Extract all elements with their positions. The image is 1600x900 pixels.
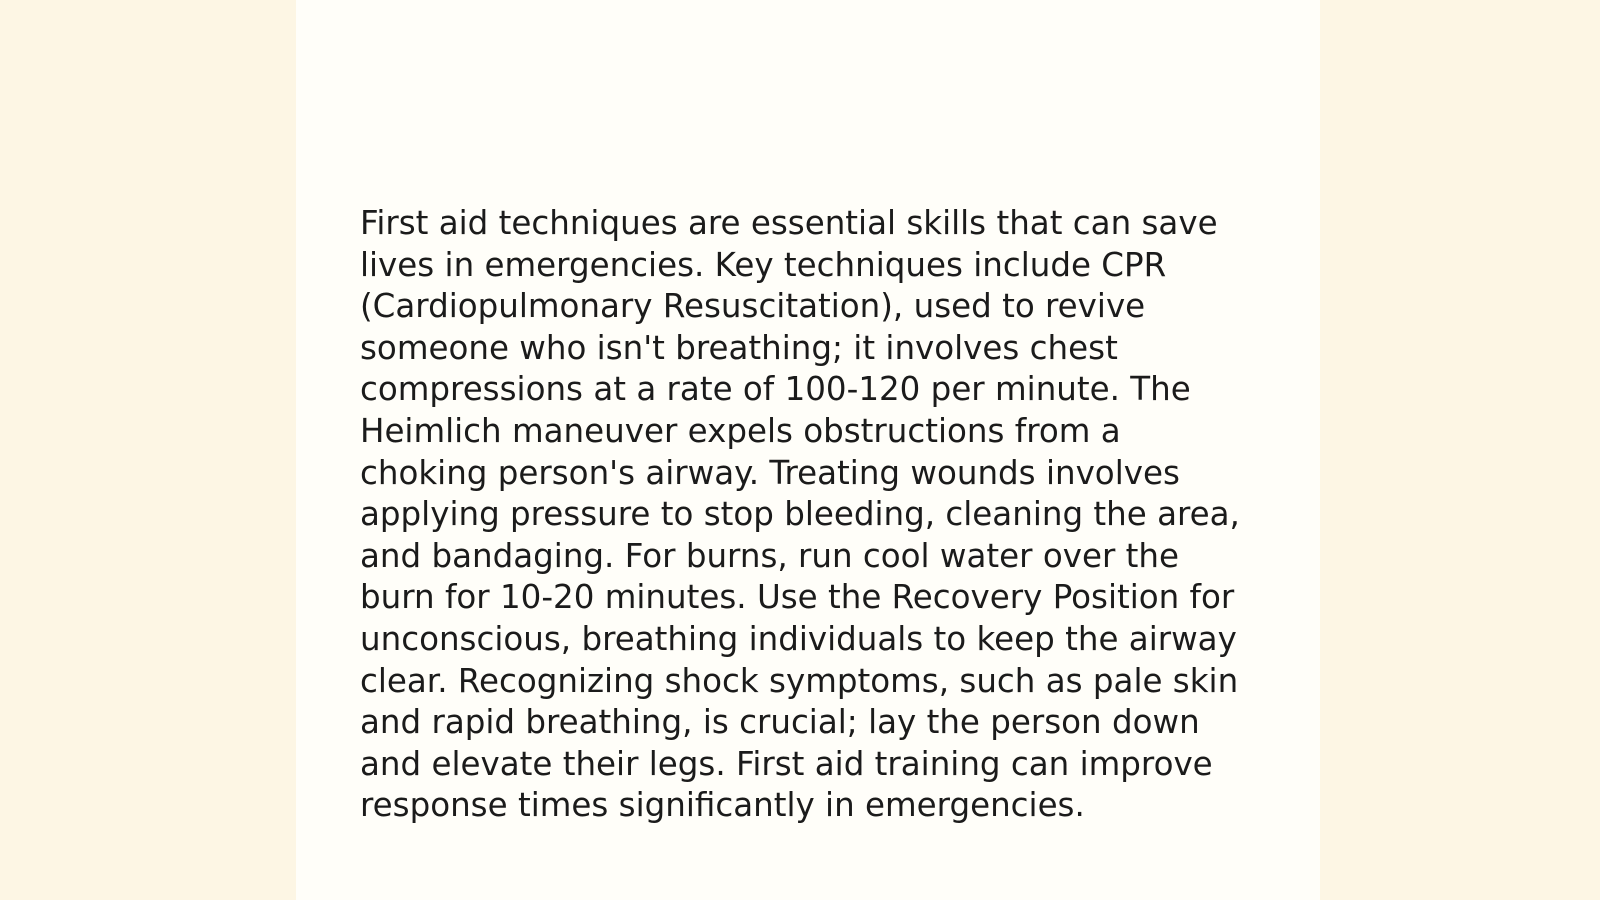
paragraph-line: clear. Recognizing shock symptoms, such as pale skin	[360, 661, 1239, 700]
paragraph-line: and rapid breathing, is crucial; lay the person down	[360, 703, 1200, 742]
paragraph-line: response times significantly in emergencies.	[360, 786, 1085, 825]
document-page	[296, 0, 1320, 900]
paragraph-line: unconscious, breathing individuals to keep the airway	[360, 619, 1237, 658]
paragraph-line: and bandaging. For burns, run cool water over the	[360, 536, 1179, 575]
paragraph-line: someone who isn't breathing; it involves chest	[360, 328, 1118, 367]
paragraph-line: and elevate their legs. First aid training can improve	[360, 744, 1213, 783]
paragraph-line: choking person's airway. Treating wounds involves	[360, 453, 1180, 492]
paragraph-line: lives in emergencies. Key techniques include CPR	[360, 245, 1167, 284]
paragraph-line: applying pressure to stop bleeding, cleaning the area,	[360, 495, 1240, 534]
paragraph-line: (Cardiopulmonary Resuscitation), used to revive	[360, 287, 1146, 326]
paragraph-line: burn for 10-20 minutes. Use the Recovery Position for	[360, 578, 1235, 617]
paragraph-line: compressions at a rate of 100-120 per minute. The	[360, 370, 1191, 409]
paragraph-line: First aid techniques are essential skills that can save	[360, 204, 1218, 242]
body-paragraph	[360, 203, 1260, 827]
paragraph-line: Heimlich maneuver expels obstructions from a	[360, 411, 1121, 450]
